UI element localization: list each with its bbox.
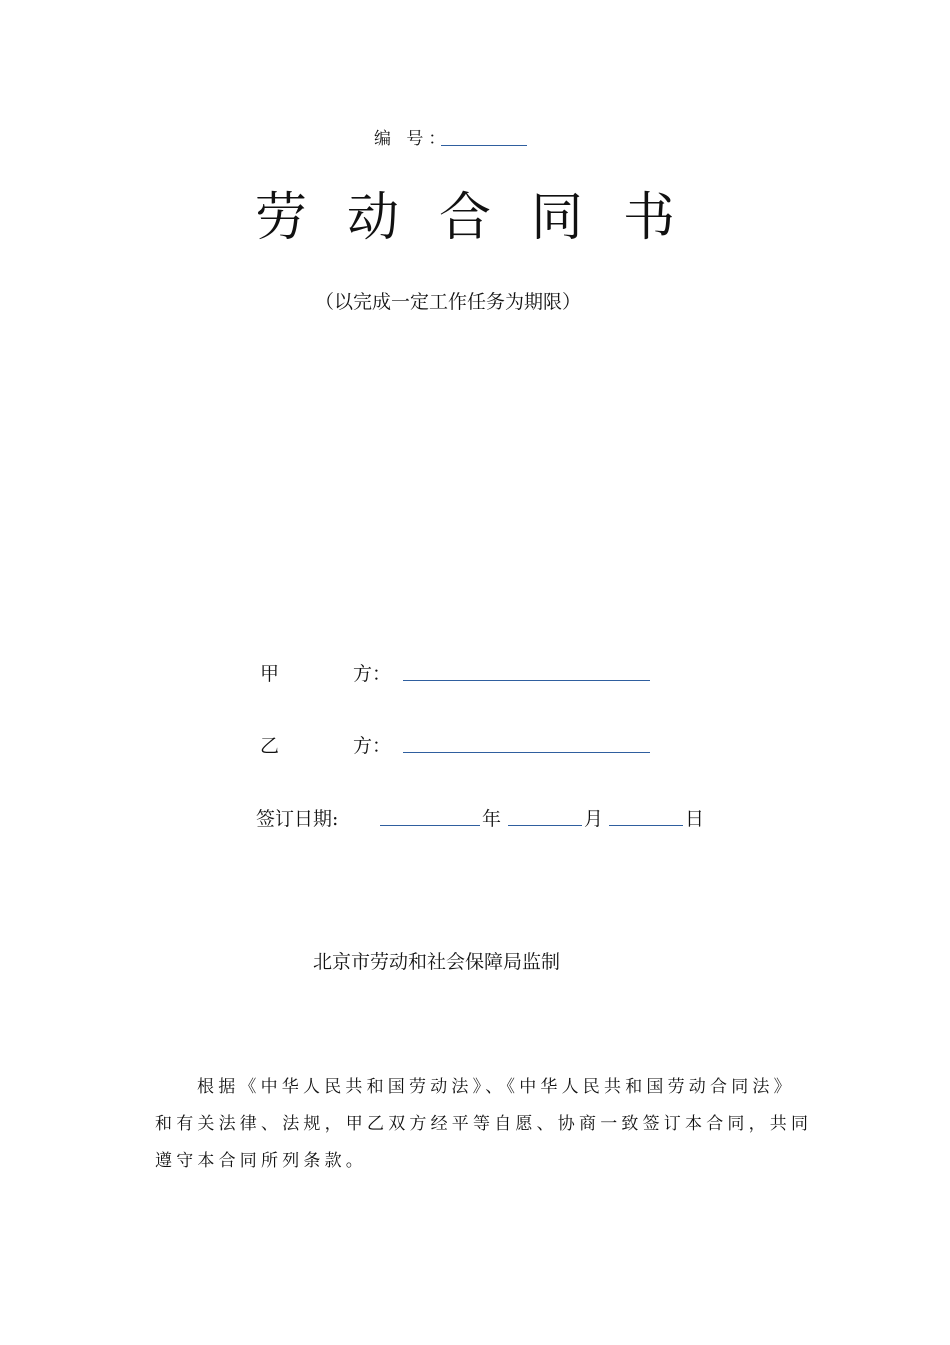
party-a-label-second: 方： xyxy=(353,663,392,685)
month-label: 月 xyxy=(584,808,604,830)
document-subtitle: （以完成一定工作任务为期限） xyxy=(315,291,582,313)
serial-number-label: 编 号： xyxy=(374,129,451,149)
signing-month-field[interactable] xyxy=(508,825,582,826)
party-b-label-first: 乙 xyxy=(260,735,280,757)
serial-number-field[interactable] xyxy=(441,145,527,146)
party-a-field[interactable] xyxy=(403,680,650,681)
signing-day-field[interactable] xyxy=(609,825,683,826)
document-title: 劳动合同书 xyxy=(255,188,716,248)
signing-year-field[interactable] xyxy=(380,825,480,826)
day-label: 日 xyxy=(685,808,705,830)
party-b-field[interactable] xyxy=(403,752,650,753)
supervisor-note: 北京市劳动和社会保障局监制 xyxy=(313,951,561,973)
signing-date-label: 签订日期: xyxy=(256,808,339,830)
preamble-paragraph: 根据《中华人民共和国劳动法》、《中华人民共和国劳动合同法》和有关法律、法规，甲乙双方经平等自愿、协商一致签订本合同，共同遵守本合同所列条款。 xyxy=(155,1077,813,1171)
party-a-label-first: 甲 xyxy=(260,663,280,685)
party-b-label-second: 方： xyxy=(353,735,392,757)
year-label: 年 xyxy=(482,808,502,830)
